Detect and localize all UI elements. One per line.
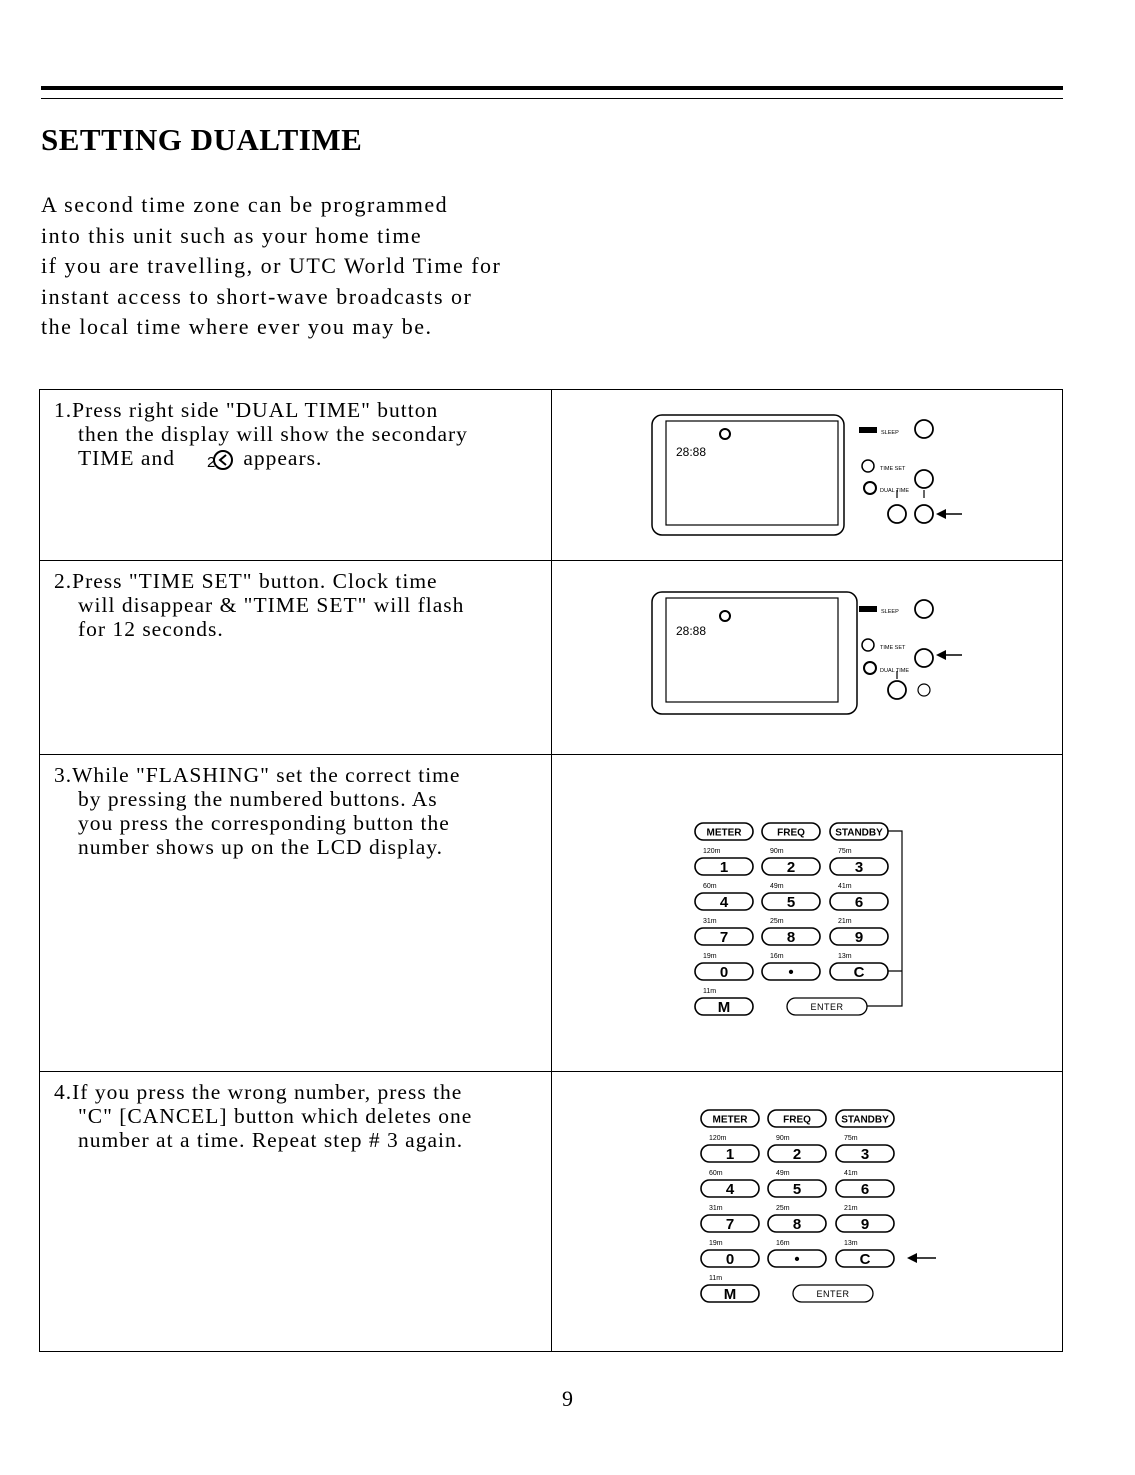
band-label: 19m xyxy=(703,953,717,960)
keypad-key[interactable] xyxy=(830,928,888,946)
keypad-key[interactable] xyxy=(701,1180,759,1198)
step-3-text xyxy=(40,755,551,859)
keypad-top-label: METER xyxy=(706,827,742,839)
keypad-key[interactable] xyxy=(830,858,888,876)
dual-time-button[interactable] xyxy=(915,505,933,523)
keypad-key[interactable] xyxy=(836,1250,894,1268)
band-label: 11m xyxy=(709,1275,723,1282)
keypad-key-label: 8 xyxy=(786,929,796,946)
band-label: 31m xyxy=(703,918,717,925)
step-text-line: will disappear & "TIME SET" will flash xyxy=(78,593,465,617)
keypad-key[interactable] xyxy=(830,963,888,981)
step-4-text xyxy=(40,1072,551,1152)
arrow-left-icon xyxy=(936,650,962,660)
keypad-key[interactable] xyxy=(836,1180,894,1198)
band-label: 41m xyxy=(844,1170,858,1177)
memory-button[interactable] xyxy=(695,998,753,1016)
keypad-key[interactable] xyxy=(768,1145,826,1163)
keypad-key[interactable] xyxy=(830,893,888,911)
step-text-line: you press the corresponding button the xyxy=(78,811,450,835)
keypad-key-label: 2 xyxy=(786,859,796,876)
keypad-key-label: 2 xyxy=(792,1146,802,1163)
band-label: 25m xyxy=(776,1205,790,1212)
step-4-text-cell xyxy=(40,1072,552,1352)
keypad-freq-button[interactable] xyxy=(768,1110,826,1127)
keypad-key-label: 7 xyxy=(719,929,729,946)
keypad-key-label: 1 xyxy=(725,1146,735,1163)
band-label: 13m xyxy=(844,1240,858,1247)
arrow-left-icon xyxy=(936,509,962,519)
left-side-button[interactable] xyxy=(888,681,906,699)
step-3-text-cell xyxy=(40,755,552,1072)
radio-display-figure xyxy=(552,390,1062,555)
keypad-key[interactable] xyxy=(762,893,820,911)
step-1-figure-cell xyxy=(552,390,1063,561)
keypad-key-label: • xyxy=(794,1251,800,1268)
keypad-key-label: 0 xyxy=(725,1251,735,1268)
alarm-clock-icon xyxy=(720,429,730,439)
band-label: 120m xyxy=(703,848,721,855)
step-2-text-cell xyxy=(40,561,552,755)
band-label: 21m xyxy=(844,1205,858,1212)
band-label: 49m xyxy=(776,1170,790,1177)
keypad-key[interactable] xyxy=(768,1180,826,1198)
keypad-key[interactable] xyxy=(695,893,753,911)
intro-line: into this unit such as your home time xyxy=(41,222,423,248)
top-rule-thick xyxy=(41,86,1063,90)
sleep-button[interactable] xyxy=(915,420,933,438)
keypad-freq-button[interactable] xyxy=(762,823,820,840)
keypad-key[interactable] xyxy=(762,858,820,876)
keypad-key[interactable] xyxy=(701,1250,759,1268)
clock-icon xyxy=(862,460,874,472)
keypad-top-label: STANDBY xyxy=(841,1114,889,1126)
dual-time-symbol-icon xyxy=(864,662,876,674)
dual-time-icon xyxy=(181,447,243,473)
band-label: 16m xyxy=(770,953,784,960)
lcd-digits: 28:88 xyxy=(676,445,707,459)
memory-key-label: M xyxy=(717,999,731,1016)
keypad-key-label: 3 xyxy=(860,1146,870,1163)
keypad-figure xyxy=(552,1072,1062,1346)
enter-key-label: ENTER xyxy=(810,1002,844,1012)
step-1-text-cell xyxy=(40,390,552,561)
keypad-key[interactable] xyxy=(836,1145,894,1163)
keypad-key-label: 4 xyxy=(719,894,729,911)
band-label: 60m xyxy=(709,1170,723,1177)
sleep-label: SLEEP xyxy=(881,609,899,615)
page-title: SETTING DUALTIME xyxy=(41,122,363,157)
keypad-key-label: • xyxy=(788,964,794,981)
keypad-key[interactable] xyxy=(768,1250,826,1268)
intro-line: the local time where ever you may be. xyxy=(41,314,433,339)
keypad-key-label: 1 xyxy=(719,859,729,876)
band-label: 75m xyxy=(838,848,852,855)
keypad-key-label: 4 xyxy=(725,1181,735,1198)
keypad-key-label: 6 xyxy=(860,1181,870,1198)
keypad-key[interactable] xyxy=(695,963,753,981)
keypad-key[interactable] xyxy=(695,858,753,876)
step-row-3 xyxy=(40,755,1063,1072)
band-label: 120m xyxy=(709,1135,727,1142)
keypad-key-label: 3 xyxy=(854,859,864,876)
step-text-line: number at a time. Repeat step # 3 again. xyxy=(78,1128,464,1152)
time-set-label: TIME SET xyxy=(880,466,906,472)
step-1-text xyxy=(40,390,551,473)
keypad-key-label: C xyxy=(853,964,865,981)
band-label: 75m xyxy=(844,1135,858,1142)
keypad-key[interactable] xyxy=(701,1215,759,1233)
keypad-key[interactable] xyxy=(768,1215,826,1233)
keypad-key[interactable] xyxy=(762,963,820,981)
step-text-line xyxy=(54,446,551,473)
keypad-key-label: 9 xyxy=(854,929,864,946)
keypad-figure xyxy=(552,755,1062,1066)
step-text-line: 3.While "FLASHING" set the correct time xyxy=(54,763,461,787)
step-text-line: for 12 seconds. xyxy=(78,617,224,641)
band-label: 90m xyxy=(776,1135,790,1142)
keypad-key[interactable] xyxy=(701,1145,759,1163)
steps-table xyxy=(39,389,1063,1352)
keypad-top-label: FREQ xyxy=(783,1114,811,1126)
band-label: 11m xyxy=(703,988,717,995)
intro-line: instant access to short-wave broadcasts or xyxy=(41,283,473,309)
step-row-4 xyxy=(40,1072,1063,1352)
keypad-meter-button[interactable] xyxy=(701,1110,759,1127)
step-text-line: then the display will show the secondary xyxy=(78,422,468,446)
band-label: 49m xyxy=(770,883,784,890)
time-set-button[interactable] xyxy=(915,470,933,488)
step-text-fragment: TIME and xyxy=(78,446,175,470)
dual-time-button[interactable] xyxy=(918,684,930,696)
band-label: 90m xyxy=(770,848,784,855)
top-rule-thin xyxy=(41,98,1063,99)
lcd-digits: 28:88 xyxy=(676,624,707,638)
keypad-key-label: 8 xyxy=(792,1216,802,1233)
arrow-left-icon xyxy=(907,1253,936,1263)
time-set-label: TIME SET xyxy=(880,645,906,651)
band-label: 19m xyxy=(709,1240,723,1247)
alarm-clock-icon xyxy=(720,611,730,621)
left-side-button[interactable] xyxy=(888,505,906,523)
keypad-standby-button[interactable] xyxy=(836,1110,894,1127)
step-text-line: by pressing the numbered buttons. As xyxy=(78,787,438,811)
keypad-key[interactable] xyxy=(762,928,820,946)
sleep-icon xyxy=(859,427,877,433)
keypad-key-label: 6 xyxy=(854,894,864,911)
time-set-button[interactable] xyxy=(915,649,933,667)
enter-button[interactable] xyxy=(793,1285,873,1302)
sleep-label: SLEEP xyxy=(881,430,899,436)
step-text-line: 4.If you press the wrong number, press the xyxy=(54,1080,463,1104)
keypad-key-label: 9 xyxy=(860,1216,870,1233)
keypad-top-label: FREQ xyxy=(777,827,805,839)
keypad-key[interactable] xyxy=(836,1215,894,1233)
intro-line: A second time zone can be programmed xyxy=(41,192,449,217)
sleep-button[interactable] xyxy=(915,600,933,618)
step-text-line: 2.Press "TIME SET" button. Clock time xyxy=(54,569,438,593)
step-text-line: 1.Press right side "DUAL TIME" button xyxy=(54,398,439,422)
band-label: 25m xyxy=(770,918,784,925)
step-text-line: "C" [CANCEL] button which deletes one xyxy=(78,1104,473,1128)
band-label: 60m xyxy=(703,883,717,890)
step-2-text xyxy=(40,561,551,641)
step-text-fragment: appears. xyxy=(243,446,323,470)
radio-display-figure xyxy=(552,561,1062,749)
keypad-key-label: 7 xyxy=(725,1216,735,1233)
sleep-icon xyxy=(859,606,877,612)
step-row-1 xyxy=(40,390,1063,561)
keypad-meter-button[interactable] xyxy=(695,823,753,840)
memory-button[interactable] xyxy=(701,1285,759,1303)
dual-time-symbol-icon xyxy=(864,482,876,494)
keypad-top-label: METER xyxy=(712,1114,748,1126)
enter-key-label: ENTER xyxy=(816,1289,850,1299)
dual-time-label: DUAL TIME xyxy=(880,488,910,494)
keypad-key-label: 5 xyxy=(792,1181,802,1198)
step-row-2 xyxy=(40,561,1063,755)
memory-key-label: M xyxy=(723,1286,737,1303)
step-text-line: number shows up on the LCD display. xyxy=(78,835,444,859)
keypad-key-label: 5 xyxy=(786,894,796,911)
enter-button[interactable] xyxy=(787,998,867,1015)
band-label: 21m xyxy=(838,918,852,925)
dual-time-label: DUAL TIME xyxy=(880,668,910,674)
keypad-key-label: C xyxy=(859,1251,871,1268)
step-4-figure-cell xyxy=(552,1072,1063,1352)
keypad-key[interactable] xyxy=(695,928,753,946)
intro-paragraph xyxy=(41,190,501,343)
band-label: 16m xyxy=(776,1240,790,1247)
dual-icon-digit: 2 xyxy=(207,454,217,472)
step-2-figure-cell xyxy=(552,561,1063,755)
keypad-top-label: STANDBY xyxy=(835,827,883,839)
clock-icon xyxy=(862,639,874,651)
band-label: 41m xyxy=(838,883,852,890)
band-label: 13m xyxy=(838,953,852,960)
keypad-standby-button[interactable] xyxy=(830,823,888,840)
page-number: 9 xyxy=(562,1386,573,1411)
keypad-key-label: 0 xyxy=(719,964,729,981)
intro-line: if you are travelling, or UTC World Time for xyxy=(41,253,502,278)
step-3-figure-cell xyxy=(552,755,1063,1072)
band-label: 31m xyxy=(709,1205,723,1212)
